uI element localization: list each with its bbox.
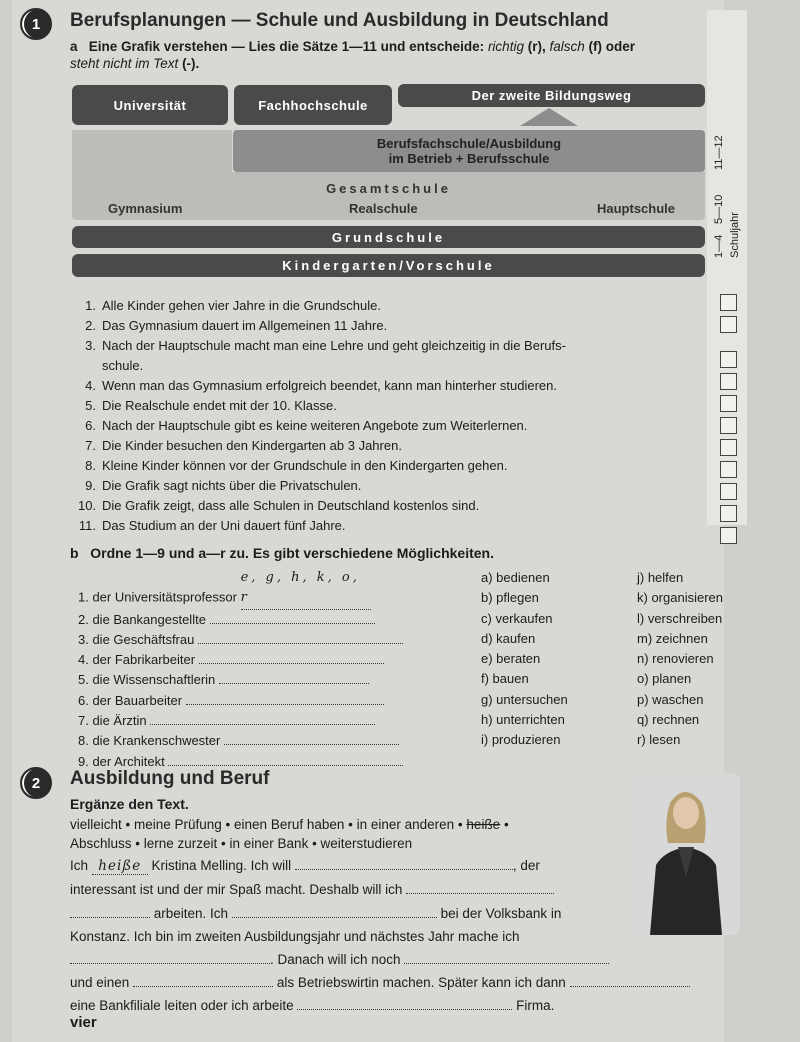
list-item: o) planen <box>637 671 692 687</box>
example-answer: heiße <box>92 858 148 875</box>
word-box-line1: vielleicht • meine Prüfung • einen Beruf haben • in einer anderen • heiße • <box>70 817 509 832</box>
list-item: 4. der Fabrikarbeiter <box>78 650 438 670</box>
list-item: 7. Die Kinder besuchen den Kindergarten ab 3 Jahren. <box>85 438 402 453</box>
page-number: vier <box>70 1014 97 1031</box>
section-2-title: Ausbildung und Beruf <box>70 768 270 789</box>
woman-photo-icon <box>630 773 740 935</box>
answer-checkbox[interactable] <box>720 439 737 456</box>
answer-line[interactable] <box>198 643 403 644</box>
answer-checkboxes <box>720 294 737 549</box>
box-grundschule: Grundschule <box>72 226 705 248</box>
list-item: q) rechnen <box>637 712 700 728</box>
label-years-5-10: 5—10 <box>713 194 725 224</box>
answer-checkbox[interactable] <box>720 505 737 522</box>
answer-checkbox[interactable] <box>720 395 737 412</box>
list-item: 7. die Ärztin <box>78 711 438 731</box>
text-line-4: Konstanz. Ich bin im zweiten Ausbildungsjahr und nächstes Jahr mache ich <box>70 929 520 944</box>
list-item: 2. Das Gymnasium dauert im Allgemeinen 11 Jahre. <box>85 318 388 333</box>
list-item: 3. die Geschäftsfrau <box>78 630 438 650</box>
gap-line[interactable] <box>133 986 273 987</box>
gap-line[interactable] <box>406 893 554 894</box>
list-item: g) untersuchen <box>481 691 568 707</box>
answer-checkbox[interactable] <box>720 483 737 500</box>
section-number: 1 <box>31 15 41 33</box>
list-item: 1. der Universitätsprofessor e, g, h, k, o, r <box>78 568 438 610</box>
berufsfach-line1: Berufsfachschule/Ausbildung <box>376 136 562 151</box>
gap-line[interactable] <box>232 917 437 918</box>
word-box-line2: Abschluss • lerne zurzeit • in einer Bank • weiterstudieren <box>70 836 413 851</box>
answer-line[interactable] <box>150 724 375 725</box>
box-bildungsweg: Der zweite Bildungsweg <box>398 84 705 107</box>
answer-line[interactable] <box>186 704 384 705</box>
list-item: 6. Nach der Hauptschule gibt es keine weiteren Angebote zum Weiterlernen. <box>85 418 528 433</box>
list-item: 10. Die Grafik zeigt, dass alle Schulen in Deutschland kostenlos sind. <box>78 498 480 513</box>
gap-line[interactable] <box>297 1009 512 1010</box>
list-item: b) pflegen <box>481 590 539 606</box>
box-kindergarten: Kindergarten/Vorschule <box>72 254 705 277</box>
photo-kristina <box>630 773 740 935</box>
example-answer: e, g, h, k, o, r <box>241 568 371 610</box>
list-item: d) kaufen <box>481 630 536 646</box>
text-line-1: Ich heiße Kristina Melling. Ich will , der <box>70 858 540 874</box>
label-schuljahr: Schuljahr <box>729 212 741 258</box>
answer-checkbox[interactable] <box>720 294 737 311</box>
gap-line[interactable] <box>570 986 690 987</box>
verbs-a-i <box>481 568 568 751</box>
list-item: c) verkaufen <box>481 610 553 626</box>
berufsfach-line2: im Betrieb + Berufsschule <box>388 151 550 166</box>
section-1-title: Berufsplanungen — Schule und Ausbildung in Deutschland <box>70 10 609 31</box>
gap-line[interactable] <box>295 869 513 870</box>
task-b-instruction: b Ordne 1—9 und a—r zu. Es gibt verschiedene Möglichkeiten. <box>70 545 494 561</box>
answer-line[interactable] <box>199 663 384 664</box>
struck-word: heiße <box>466 817 501 832</box>
list-item: l) verschreiben <box>637 610 723 626</box>
list-item: 8. Kleine Kinder können vor der Grundschule in den Kindergarten gehen. <box>85 458 508 473</box>
list-item: e) beraten <box>481 651 541 667</box>
statement-list <box>78 296 678 536</box>
section-2-task: Ergänze den Text. <box>70 796 189 812</box>
list-item: n) renovieren <box>637 651 714 667</box>
box-upper-gymnasium <box>72 130 232 172</box>
verbs-j-r <box>637 568 723 751</box>
label-realschule: Realschule <box>349 201 418 216</box>
text-line-2: interessant ist und der mir Spaß macht. Deshalb will ich <box>70 882 554 897</box>
box-universitaet: Universität <box>72 85 228 125</box>
answer-checkbox[interactable] <box>720 316 737 333</box>
gap-line[interactable] <box>70 917 150 918</box>
answer-checkbox[interactable] <box>720 527 737 544</box>
gap-line[interactable] <box>404 963 609 964</box>
answer-line[interactable] <box>219 683 369 684</box>
list-item: a) bedienen <box>481 570 550 585</box>
box-berufsfachschule <box>233 130 705 172</box>
list-item: 6. der Bauarbeiter <box>78 691 438 711</box>
list-item: 4. Wenn man das Gymnasium erfolgreich beendet, kann man hinterher studieren. <box>85 378 558 393</box>
list-item: p) waschen <box>637 691 704 707</box>
section-1-badge <box>20 8 52 40</box>
section-2-badge <box>20 767 52 799</box>
people-list <box>78 568 438 772</box>
list-item: 2. die Bankangestellte <box>78 610 438 630</box>
answer-checkbox[interactable] <box>720 351 737 368</box>
section-number: 2 <box>31 774 41 792</box>
list-item: 1. Alle Kinder gehen vier Jahre in die Grundschule. <box>85 298 381 313</box>
list-item: i) produzieren <box>481 732 561 748</box>
label-hauptschule: Hauptschule <box>597 201 676 216</box>
label-gymnasium: Gymnasium <box>108 201 183 216</box>
list-item: 9. der Architekt <box>78 752 438 772</box>
answer-line[interactable] <box>168 765 403 766</box>
task-a-instruction-line2: steht nicht im Text (-). <box>70 56 200 71</box>
answer-line[interactable] <box>210 623 375 624</box>
arrow-up-icon <box>520 108 578 126</box>
list-item: j) helfen <box>637 570 684 585</box>
list-item: 9. Die Grafik sagt nichts über die Privatschulen. <box>85 478 362 493</box>
box-fachhochschule: Fachhochschule <box>234 85 392 125</box>
text-line-6: und einen als Betriebswirtin machen. Später kann ich dann <box>70 975 690 990</box>
task-a-instruction: a Eine Grafik verstehen — Lies die Sätze 1—11 und entscheide: richtig (r), falsch (f) oder <box>70 39 636 54</box>
answer-checkbox[interactable] <box>720 461 737 478</box>
gap-line[interactable] <box>70 963 270 964</box>
label-gesamtschule: Gesamtschule <box>326 181 451 196</box>
text-line-7: eine Bankfiliale leiten oder ich arbeite Firma. <box>70 998 555 1013</box>
text-line-5: . Danach will ich noch <box>70 952 609 967</box>
label-years-11-12: 11—12 <box>713 135 725 170</box>
list-item: 8. die Krankenschwester <box>78 731 438 751</box>
list-item: h) unterrichten <box>481 712 565 728</box>
list-item: 5. Die Realschule endet mit der 10. Klasse. <box>85 398 337 413</box>
list-item: r) lesen <box>637 732 681 748</box>
list-item: k) organisieren <box>637 590 723 606</box>
list-item: m) zeichnen <box>637 630 708 646</box>
list-item: 5. die Wissenschaftlerin <box>78 670 438 690</box>
text-line-3: arbeiten. Ich bei der Volksbank in <box>70 906 561 921</box>
answer-checkbox[interactable] <box>720 373 737 390</box>
list-item: schule. <box>102 358 144 373</box>
label-years-1-4: 1—4 <box>713 234 725 258</box>
list-item: 11. Das Studium an der Uni dauert fünf Jahre. <box>78 518 346 533</box>
list-item: 3. Nach der Hauptschule macht man eine Lehre und geht gleichzeitig in die Berufs- <box>85 338 566 353</box>
list-item: f) bauen <box>481 671 529 687</box>
answer-line[interactable] <box>224 744 399 745</box>
answer-checkbox[interactable] <box>720 417 737 434</box>
